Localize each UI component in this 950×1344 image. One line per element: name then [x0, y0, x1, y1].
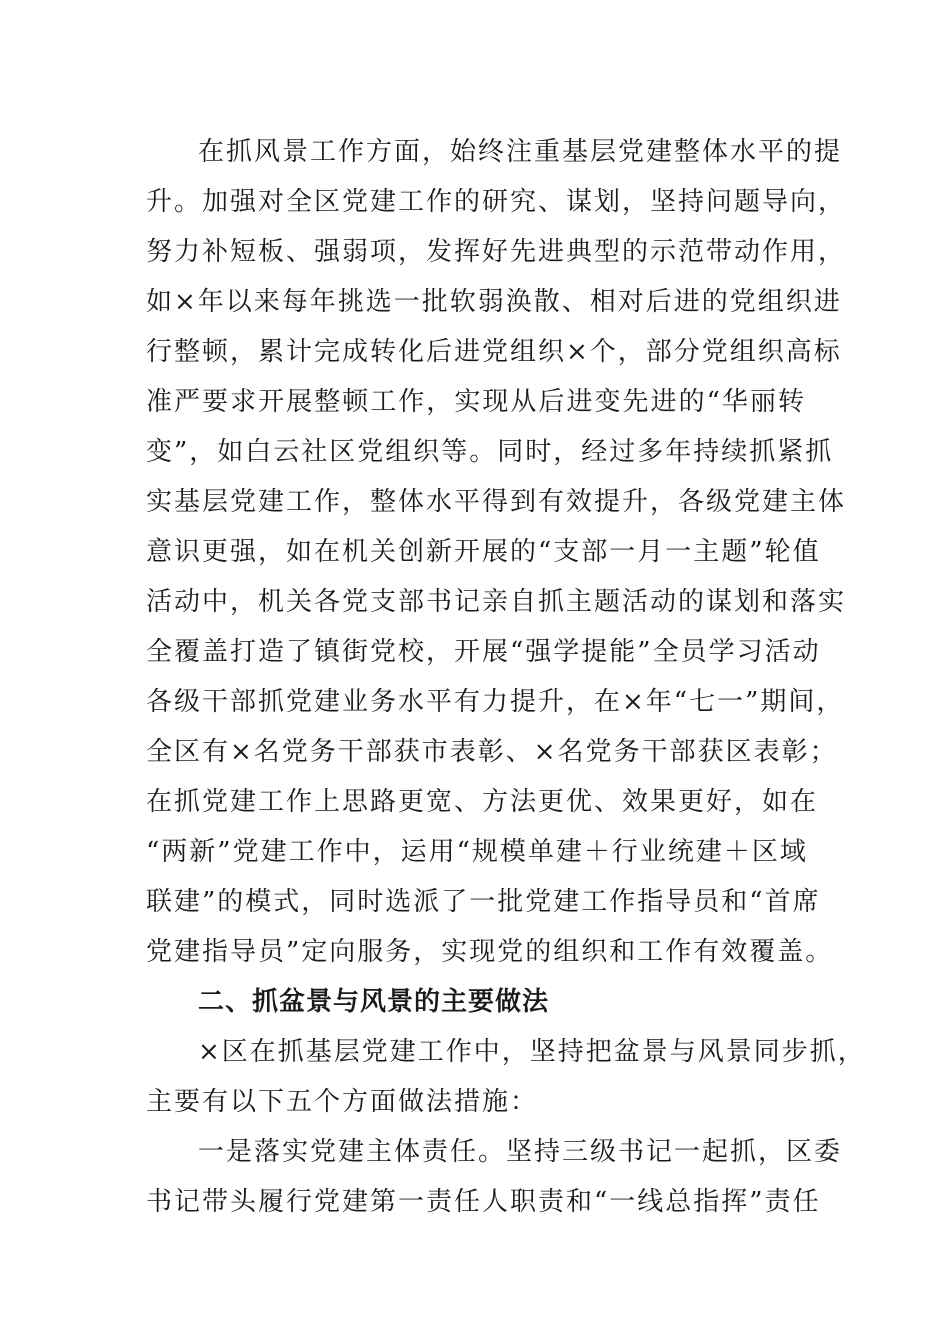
paragraph-line: 升。加强对全区党建工作的研究、谋划，坚持问题导向，: [146, 187, 847, 217]
paragraph-line: 行整顿，累计完成转化后进党组织×个，部分党组织高标: [146, 337, 842, 367]
paragraph-line: 实基层党建工作，整体水平得到有效提升，各级党建主体: [146, 487, 847, 517]
paragraph-line: ×区在抓基层党建工作中，坚持把盆景与风景同步抓，: [198, 1037, 866, 1067]
paragraph-line: 全区有×名党务干部获市表彰、×名党务干部获区表彰；: [146, 737, 838, 767]
paragraph-line: 书记带头履行党建第一责任人职责和“一线总指挥”责任: [146, 1187, 821, 1217]
section-heading: 二、抓盆景与风景的主要做法: [198, 987, 550, 1017]
paragraph-line: “两新”党建工作中，运用“规模单建＋行业统建＋区域: [146, 837, 808, 867]
paragraph-line: 活动中，机关各党支部书记亲自抓主题活动的谋划和落实: [146, 587, 847, 617]
paragraph-line: 联建”的模式，同时选派了一批党建工作指导员和“首席: [146, 887, 821, 917]
paragraph-line: 全覆盖打造了镇街党校，开展“强学提能”全员学习活动: [146, 637, 821, 667]
paragraph-line: 党建指导员”定向服务，实现党的组织和工作有效覆盖。: [146, 937, 834, 967]
paragraph-line: 一是落实党建主体责任。坚持三级书记一起抓，区委: [198, 1137, 843, 1167]
paragraph-line: 主要有以下五个方面做法措施：: [146, 1087, 539, 1117]
paragraph-line: 在抓党建工作上思路更宽、方法更优、效果更好，如在: [146, 787, 819, 817]
paragraph-line: 在抓风景工作方面，始终注重基层党建整体水平的提: [198, 137, 843, 167]
paragraph-line: 如×年以来每年挑选一批软弱涣散、相对后进的党组织进: [146, 287, 842, 317]
paragraph-line: 意识更强，如在机关创新开展的“支部一月一主题”轮值: [146, 537, 821, 567]
paragraph-line: 准严要求开展整顿工作，实现从后进变先进的“华丽转: [146, 387, 806, 417]
paragraph-line: 变”，如白云社区党组织等。同时，经过多年持续抓紧抓: [146, 437, 834, 467]
paragraph-line: 努力补短板、强弱项，发挥好先进典型的示范带动作用，: [146, 237, 847, 267]
paragraph-line: 各级干部抓党建业务水平有力提升，在×年“七一”期间，: [146, 687, 845, 717]
